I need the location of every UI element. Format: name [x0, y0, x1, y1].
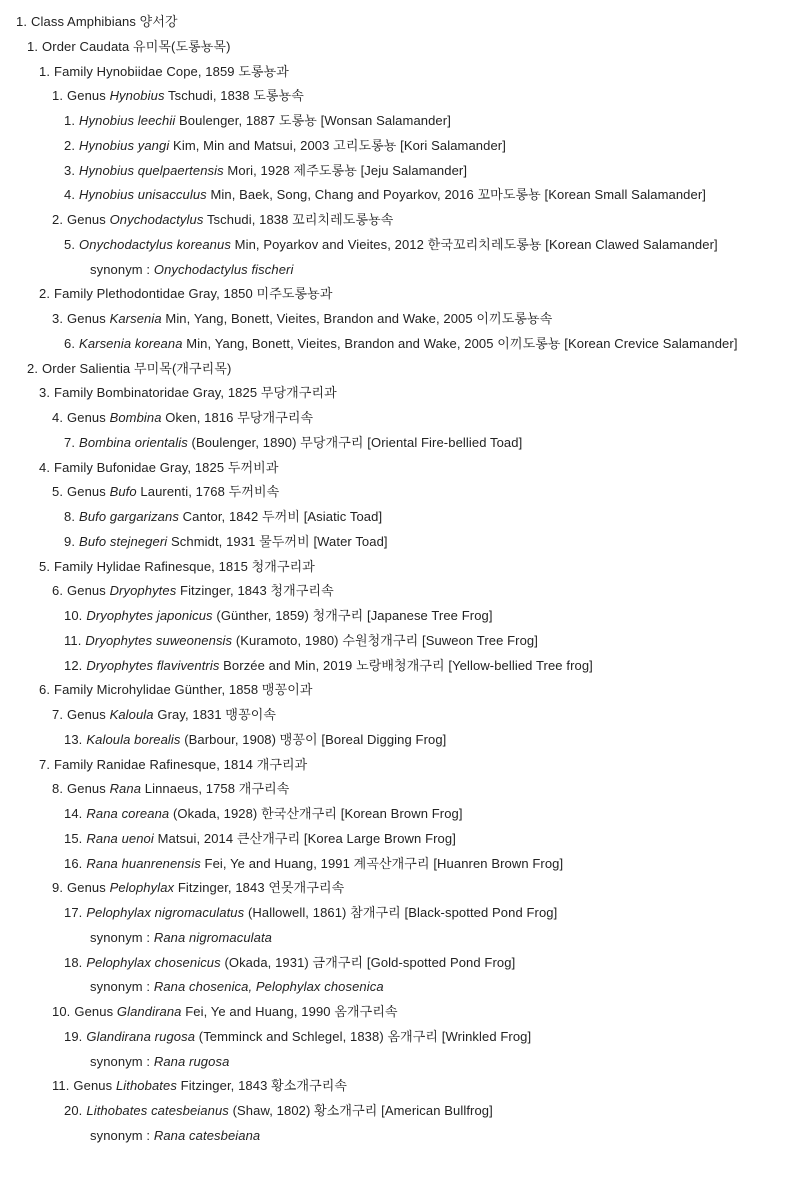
species-line: [64, 332, 738, 356]
entry-text: Oken, 1816 무당개구리속: [161, 410, 314, 425]
item-number: 9.: [64, 533, 76, 549]
entry-text: Fitzinger, 1843 청개구리속: [176, 583, 334, 599]
entry-text: Tschudi, 1838 도롱뇽속: [164, 88, 304, 104]
entry-text: (Hallowell, 1861) 참개구리 [Black-spotted Pond Frog]: [244, 905, 558, 920]
entry-text: Genus: [67, 583, 110, 599]
genus-line: [52, 1000, 398, 1024]
genus-line: [52, 84, 304, 108]
species-line: [64, 604, 493, 628]
item-number: 3.: [39, 385, 51, 401]
entry-text: Linnaeus, 1758 개구리속: [141, 781, 290, 797]
genus-line: [52, 1074, 347, 1098]
scientific-name: Onychodactylus fischeri: [153, 261, 294, 277]
item-number: 12.: [64, 657, 83, 673]
item-number: 8.: [52, 781, 64, 797]
entry-text: Min, Yang, Bonett, Vieites, Brandon and Wake, 2005 이끼도롱뇽속: [161, 311, 553, 326]
entry-text: Class Amphibians 양서강: [31, 14, 178, 29]
scientific-name: Rana coreana: [86, 806, 170, 821]
scientific-name: Dryophytes: [109, 583, 177, 599]
order-line: [27, 357, 231, 381]
entry-text: Fei, Ye and Huang, 1990 옴개구리속: [181, 1004, 398, 1019]
genus-line: [52, 406, 313, 430]
item-number: 2.: [39, 286, 51, 302]
scientific-name: Dryophytes suweonensis: [85, 632, 233, 648]
scientific-name: Bufo: [109, 484, 137, 500]
entry-text: Order Caudata 유미목(도롱뇽목): [42, 38, 231, 54]
species-line: [64, 233, 718, 257]
entry-text: Family Ranidae Rafinesque, 1814 개구리과: [54, 756, 308, 772]
entry-text: (Günther, 1859) 청개구리 [Japanese Tree Frog]: [212, 608, 493, 623]
item-number: 7.: [52, 707, 64, 722]
item-number: 13.: [64, 731, 83, 747]
scientific-name: Pelophylax chosenicus: [86, 954, 221, 970]
family-line: [39, 753, 307, 777]
entry-text: Genus: [67, 484, 110, 500]
scientific-name: Lithobates: [115, 1078, 177, 1094]
entry-text: Min, Yang, Bonett, Vieites, Brandon and Wake, 2005 이끼도롱뇽 [Korean Crevice Salamander]: [182, 335, 738, 351]
family-line: [39, 282, 333, 306]
entry-text: Kim, Min and Matsui, 2003 고리도롱뇽 [Kori Salamander]: [169, 137, 506, 153]
entry-text: synonym :: [90, 979, 154, 995]
entry-text: (Okada, 1931) 금개구리 [Gold-spotted Pond Frog]: [220, 954, 516, 970]
item-number: 7.: [64, 434, 76, 450]
item-number: 10.: [52, 1004, 71, 1019]
species-line: [64, 629, 538, 653]
scientific-name: Bufo gargarizans: [79, 509, 179, 524]
entry-text: (Kuramoto, 1980) 수원청개구리 [Suweon Tree Frog]: [232, 632, 538, 648]
entry-text: Order Salientia 무미목(개구리목): [42, 360, 232, 376]
item-number: 4.: [64, 187, 76, 203]
entry-text: Genus: [73, 1078, 116, 1094]
species-line: [64, 159, 467, 183]
scientific-name: Hynobius: [109, 88, 165, 104]
entry-text: Family Plethodontidae Gray, 1850 미주도롱뇽과: [54, 286, 333, 302]
entry-text: synonym :: [90, 1127, 154, 1143]
species-line: [64, 1025, 531, 1049]
item-number: 3.: [64, 162, 76, 178]
synonym-line: [90, 258, 293, 282]
species-line: [64, 134, 506, 158]
entry-text: Genus: [67, 311, 110, 326]
entry-text: Min, Poyarkov and Vieites, 2012 한국꼬리치레도롱뇽 [Korean Clawed Salamander]: [230, 236, 718, 252]
entry-text: Family Bombinatoridae Gray, 1825 무당개구리과: [54, 385, 337, 401]
item-number: 5.: [39, 558, 51, 574]
scientific-name: Hynobius quelpaertensis: [79, 162, 224, 178]
scientific-name: Kaloula: [109, 707, 154, 722]
genus-line: [52, 208, 393, 232]
item-number: 8.: [64, 509, 76, 524]
scientific-name: Hynobius leechii: [79, 113, 176, 128]
scientific-name: Hynobius yangi: [79, 137, 170, 153]
species-line: [64, 530, 388, 554]
entry-text: Family Bufonidae Gray, 1825 두꺼비과: [54, 459, 279, 475]
synonym-line: [90, 1050, 229, 1074]
entry-text: (Barbour, 1908) 맹꽁이 [Boreal Digging Frog]: [180, 731, 447, 747]
entry-text: (Boulenger, 1890) 무당개구리 [Oriental Fire-bellied Toad]: [187, 434, 523, 450]
scientific-name: Glandirana: [116, 1004, 182, 1019]
entry-text: Fitzinger, 1843 황소개구리속: [176, 1078, 348, 1094]
item-number: 6.: [52, 583, 64, 599]
item-number: 5.: [52, 484, 64, 500]
species-line: [64, 183, 706, 207]
item-number: 15.: [64, 830, 83, 846]
family-line: [39, 456, 279, 480]
entry-text: Mori, 1928 제주도롱뇽 [Jeju Salamander]: [223, 162, 468, 178]
entry-text: Family Hynobiidae Cope, 1859 도롱뇽과: [54, 63, 289, 79]
item-number: 10.: [64, 608, 83, 623]
entry-text: Genus: [67, 880, 110, 896]
scientific-name: Bombina: [109, 410, 162, 425]
item-number: 1.: [52, 88, 64, 104]
species-line: [64, 951, 515, 975]
entry-text: Borzée and Min, 2019 노랑배청개구리 [Yellow-bellied Tree frog]: [219, 657, 593, 673]
item-number: 5.: [64, 236, 76, 252]
synonym-line: [90, 1124, 260, 1148]
entry-text: (Shaw, 1802) 황소개구리 [American Bullfrog]: [228, 1103, 493, 1118]
species-line: [64, 901, 557, 925]
entry-text: (Okada, 1928) 한국산개구리 [Korean Brown Frog]: [169, 806, 463, 821]
item-number: 2.: [27, 360, 39, 376]
entry-text: Laurenti, 1768 두꺼비속: [136, 484, 280, 500]
item-number: 14.: [64, 806, 83, 821]
scientific-name: Rana nigromaculata: [153, 929, 273, 945]
scientific-name: Karsenia: [109, 311, 162, 326]
scientific-name: Dryophytes flaviventris: [86, 657, 220, 673]
entry-text: synonym :: [90, 929, 154, 945]
item-number: 3.: [52, 311, 64, 326]
scientific-name: Pelophylax nigromaculatus: [86, 905, 245, 920]
entry-text: Matsui, 2014 큰산개구리 [Korea Large Brown Frog]: [153, 830, 456, 846]
scientific-name: Pelophylax: [109, 880, 175, 896]
item-number: 6.: [64, 335, 76, 351]
scientific-name: Onychodactylus: [109, 212, 204, 227]
item-number: 11.: [64, 632, 82, 648]
item-number: 2.: [64, 137, 76, 153]
entry-text: Tschudi, 1838 꼬리치레도롱뇽속: [203, 212, 394, 227]
entry-text: synonym :: [90, 261, 154, 277]
family-line: [39, 555, 315, 579]
genus-line: [52, 480, 279, 504]
species-line: [64, 109, 451, 133]
entry-text: Cantor, 1842 두꺼비 [Asiatic Toad]: [178, 509, 383, 524]
entry-text: Min, Baek, Song, Chang and Poyarkov, 2016 꼬마도롱뇽 [Korean Small Salamander]: [206, 187, 706, 203]
genus-line: [52, 777, 289, 801]
class-line: [16, 10, 178, 34]
entry-text: Fei, Ye and Huang, 1991 계곡산개구리 [Huanren Brown Frog]: [200, 855, 564, 871]
entry-text: Fitzinger, 1843 연못개구리속: [174, 880, 345, 896]
item-number: 18.: [64, 954, 83, 970]
species-line: [64, 728, 446, 752]
item-number: 19.: [64, 1028, 83, 1044]
entry-text: Genus: [67, 88, 110, 104]
scientific-name: Kaloula borealis: [86, 731, 181, 747]
item-number: 1.: [27, 38, 39, 54]
synonym-line: [90, 926, 272, 950]
entry-text: Genus: [74, 1004, 117, 1019]
family-line: [39, 60, 289, 84]
entry-text: Genus: [67, 781, 110, 797]
item-number: 4.: [52, 410, 64, 425]
entry-text: (Temminck and Schlegel, 1838) 옴개구리 [Wrinkled Frog]: [195, 1028, 532, 1044]
scientific-name: Rana catesbeiana: [153, 1127, 261, 1143]
scientific-name: Rana uenoi: [86, 830, 154, 846]
scientific-name: Rana chosenica, Pelophylax chosenica: [153, 979, 384, 995]
scientific-name: Onychodactylus koreanus: [79, 236, 231, 252]
entry-text: Family Hylidae Rafinesque, 1815 청개구리과: [54, 558, 315, 574]
genus-line: [52, 307, 552, 331]
genus-line: [52, 876, 344, 900]
scientific-name: Rana rugosa: [153, 1053, 230, 1069]
scientific-name: Bombina orientalis: [79, 434, 188, 450]
item-number: 4.: [39, 459, 51, 475]
entry-text: Schmidt, 1931 물두꺼비 [Water Toad]: [167, 533, 388, 549]
family-line: [39, 678, 313, 702]
species-line: [64, 827, 456, 851]
genus-line: [52, 579, 334, 603]
item-number: 6.: [39, 682, 51, 698]
family-line: [39, 381, 337, 405]
entry-text: Boulenger, 1887 도롱뇽 [Wonsan Salamander]: [175, 113, 451, 128]
scientific-name: Bufo stejnegeri: [79, 533, 168, 549]
order-line: [27, 35, 231, 59]
scientific-name: Lithobates catesbeianus: [86, 1103, 229, 1118]
genus-line: [52, 703, 276, 727]
entry-text: Genus: [67, 212, 110, 227]
entry-text: Family Microhylidae Günther, 1858 맹꽁이과: [54, 682, 313, 698]
species-line: [64, 1099, 493, 1123]
item-number: 16.: [64, 855, 83, 871]
species-line: [64, 852, 563, 876]
scientific-name: Karsenia koreana: [79, 335, 183, 351]
scientific-name: Hynobius unisacculus: [79, 187, 207, 203]
species-line: [64, 802, 463, 826]
item-number: 17.: [64, 905, 83, 920]
item-number: 20.: [64, 1103, 83, 1118]
species-line: [64, 654, 593, 678]
species-line: [64, 431, 522, 455]
entry-text: Genus: [67, 410, 110, 425]
scientific-name: Dryophytes japonicus: [86, 608, 213, 623]
item-number: 1.: [16, 14, 28, 29]
scientific-name: Glandirana rugosa: [86, 1028, 196, 1044]
entry-text: Genus: [67, 707, 110, 722]
item-number: 9.: [52, 880, 64, 896]
item-number: 1.: [64, 113, 76, 128]
entry-text: Gray, 1831 맹꽁이속: [153, 707, 277, 722]
item-number: 2.: [52, 212, 64, 227]
species-line: [64, 505, 382, 529]
item-number: 1.: [39, 63, 51, 79]
item-number: 11.: [52, 1078, 70, 1094]
scientific-name: Rana huanrenensis: [86, 855, 201, 871]
entry-text: synonym :: [90, 1053, 154, 1069]
scientific-name: Rana: [109, 781, 142, 797]
item-number: 7.: [39, 756, 51, 772]
synonym-line: [90, 975, 384, 999]
